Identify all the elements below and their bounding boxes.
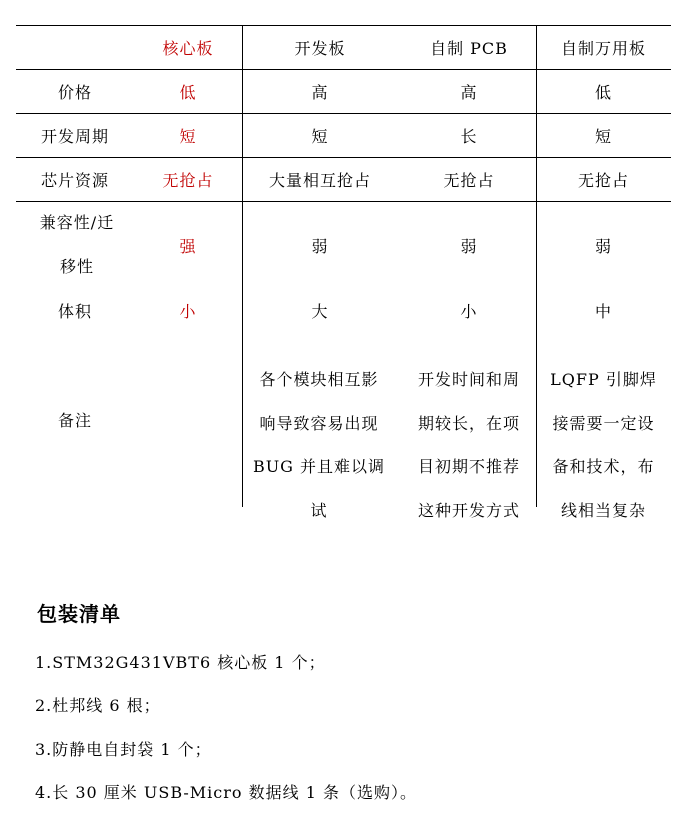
row-label-notes: 备注	[57, 410, 92, 430]
compat-pcb: 弱	[460, 236, 478, 256]
row-label-dev-cycle: 开发周期	[40, 126, 109, 146]
cycle-dev: 短	[311, 126, 329, 146]
row-label-size: 体积	[57, 301, 92, 321]
size-core: 小	[179, 301, 197, 321]
packing-list-title: 包装清单	[37, 602, 121, 626]
notes-dev-line: 各个模块相互影	[259, 370, 379, 389]
packing-item: 1.STM32G431VBT6 核心板 1 个；	[35, 653, 326, 672]
notes-proto-line: 接需要一定设	[552, 413, 655, 433]
notes-dev-line: BUG 并且难以调	[252, 457, 386, 476]
notes-dev-line: 试	[310, 500, 328, 520]
row-label-chip-resources: 芯片资源	[40, 170, 109, 190]
price-proto: 低	[594, 82, 612, 102]
price-core: 低	[179, 82, 197, 102]
row-label-price: 价格	[57, 82, 92, 102]
size-pcb: 小	[460, 301, 478, 321]
header-perfboard: 自制万用板	[560, 38, 646, 58]
compat-dev: 弱	[311, 236, 329, 256]
notes-dev-line: 响导致容易出现	[259, 413, 379, 433]
size-proto: 中	[594, 301, 612, 321]
compat-core: 强	[179, 236, 197, 256]
notes-proto	[536, 358, 671, 532]
notes-pcb-line: 这种开发方式	[417, 500, 520, 520]
resources-core: 无抢占	[162, 170, 214, 190]
notes-proto-line: 线相当复杂	[560, 500, 646, 520]
resources-proto: 无抢占	[577, 170, 629, 190]
comparison-table	[16, 25, 671, 520]
compat-label-line: 兼容性/迁	[39, 213, 115, 232]
header-custom-pcb: 自制 PCB	[430, 38, 508, 58]
price-dev: 高	[311, 82, 329, 102]
packing-item: 2.杜邦线 6 根；	[35, 696, 161, 715]
notes-pcb-line: 目初期不推荐	[417, 457, 520, 476]
notes-pcb-line: 期较长，在项	[417, 413, 520, 433]
notes-dev	[249, 358, 389, 532]
notes-pcb-line: 开发时间和周	[417, 370, 520, 389]
resources-dev: 大量相互抢占	[268, 170, 371, 190]
notes-pcb	[399, 358, 539, 532]
header-dev-board: 开发板	[294, 38, 346, 58]
cycle-pcb: 长	[460, 126, 478, 146]
compat-label-line: 移性	[59, 256, 94, 276]
compat-proto: 弱	[594, 236, 612, 256]
notes-proto-line: 备和技术，布	[552, 457, 655, 476]
header-core-board: 核心板	[162, 38, 214, 58]
notes-proto-line: LQFP 引脚焊	[550, 370, 657, 389]
resources-pcb: 无抢占	[443, 170, 495, 190]
cycle-proto: 短	[594, 126, 612, 146]
packing-item: 4.长 30 厘米 USB-Micro 数据线 1 条（选购）。	[35, 783, 417, 802]
cycle-core: 短	[179, 126, 197, 146]
price-pcb: 高	[460, 82, 478, 102]
packing-item: 3.防静电自封袋 1 个；	[35, 740, 212, 759]
size-dev: 大	[311, 301, 329, 321]
